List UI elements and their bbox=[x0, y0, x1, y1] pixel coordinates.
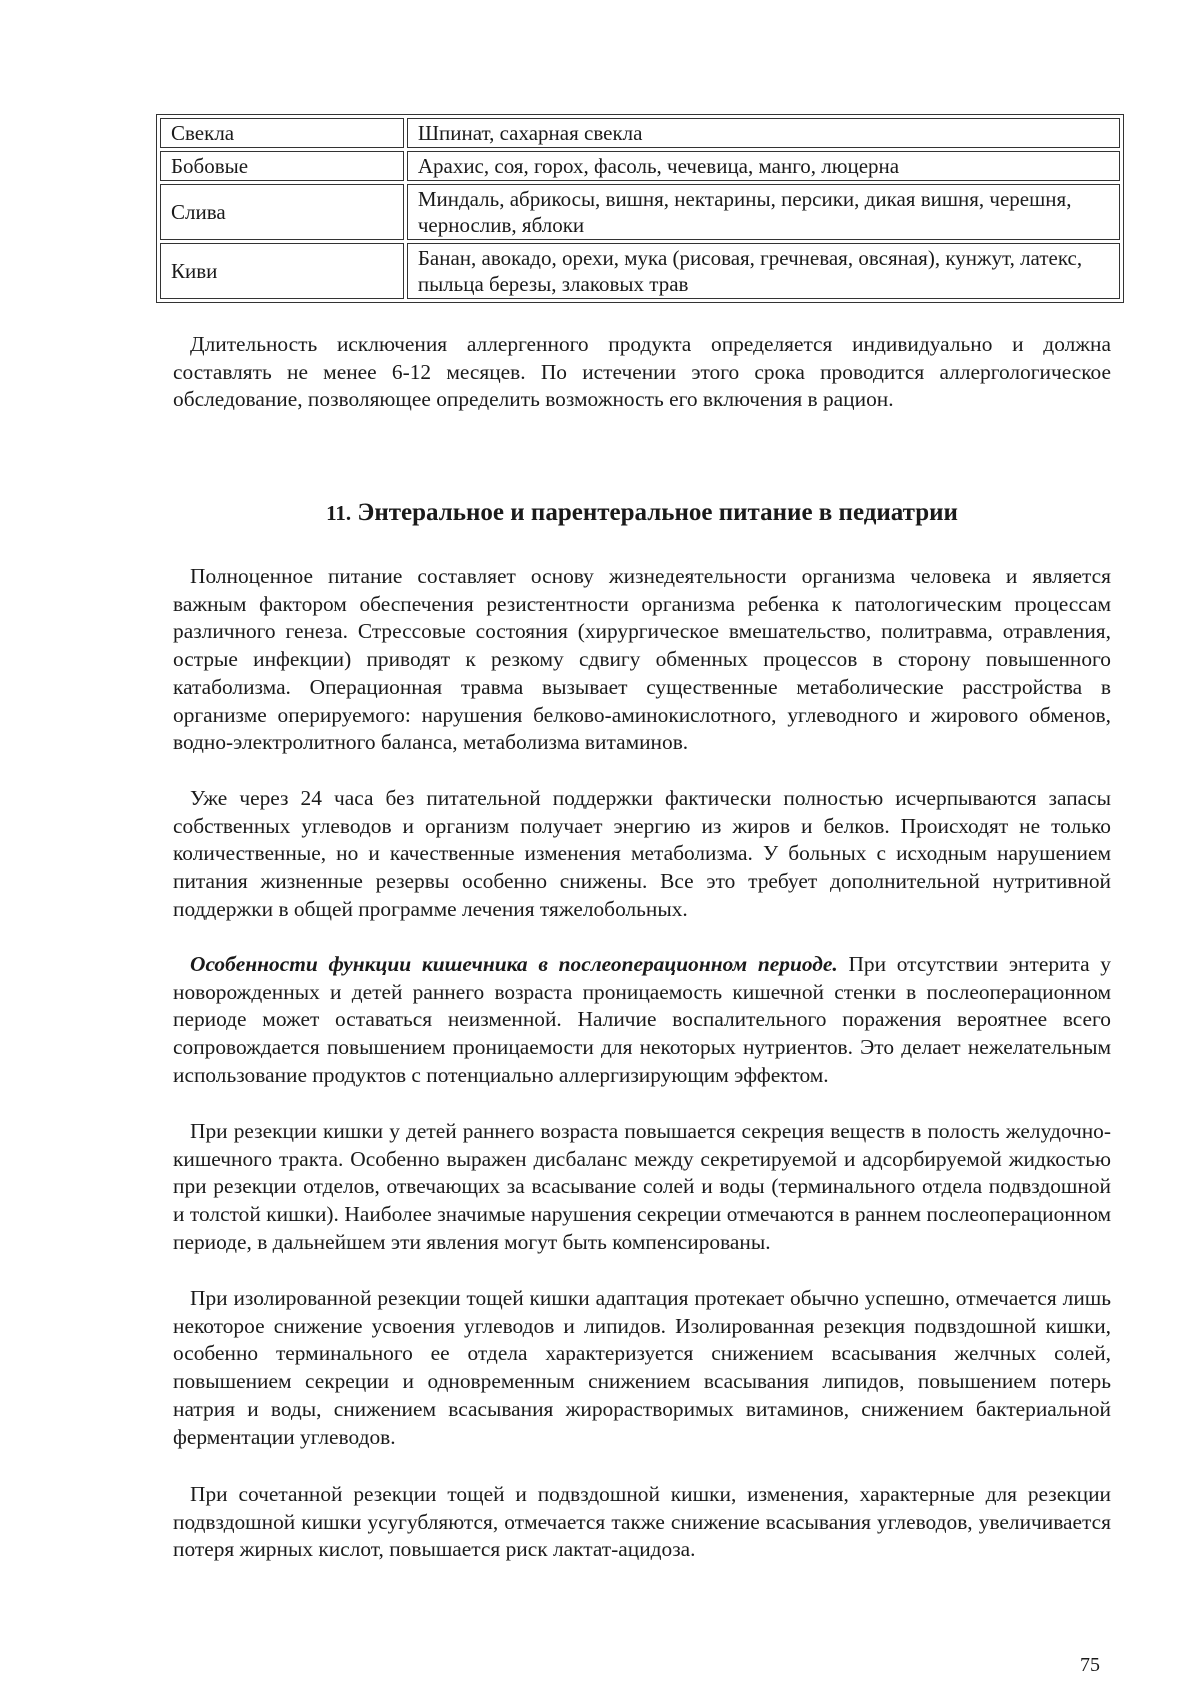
body-paragraph: Полноценное питание составляет основу жизнедеятельности организма человека и является важным фактором обеспечения резистентности организма ребенка к патологическим процессам различного генеза. Стрессовые состояния (хирургическое вмешательство, политравма, отравления, острые инфекции) приводят к резкому сдвигу обменных процессов в сторону повышенного катаболизма. Операционная травма вызывает существенные метаболические расстройства в организме оперируемого: нарушения белково-аминокислотного, углеводного и жирового обменов, водно-электролитного баланса, метаболизма витаминов. bbox=[173, 564, 1111, 755]
table-cell-label: Бобовые bbox=[160, 151, 404, 181]
table-cell-value: Миндаль, абрикосы, вишня, нектарины, персики, дикая вишня, черешня, чернослив, яблоки bbox=[407, 184, 1120, 240]
body-paragraph: При изолированной резекции тощей кишки адаптация протекает обычно успешно, отмечается лишь некоторое снижение усвоения углеводов и липидов. Изолированная резекция подвздошной кишки, особенно терминального ее отдела характеризуется снижением всасывания желчных солей, повышением секреции и одновременным снижением всасывания липидов, повышением потерь натрия и воды, снижением всасывания жирорастворимых витаминов, снижением бактериальной ферментации углеводов. bbox=[173, 1286, 1111, 1449]
intro-paragraph: Длительность исключения аллергенного продукта определяется индивидуально и должна составлять не менее 6-12 месяцев. По истечении этого срока проводится аллергологическое обследование, позволяющее определить возможность его включения в рацион. bbox=[173, 332, 1111, 412]
paragraph-text: При отсутствии энтерита у новорожденных и детей раннего возраста проницаемость кишечной стенки в послеоперационном периоде может оставаться неизменной. Наличие воспалительного поражения вероятнее всего сопровождается повышением проницаемости для некоторых нутриентов. Это делает нежелательным использование продуктов с потенциально аллергизирующим эффектом. bbox=[173, 952, 1111, 1087]
section-number: 11. bbox=[326, 501, 352, 525]
table-row bbox=[160, 118, 1120, 148]
section-heading bbox=[173, 499, 1111, 527]
body-paragraph: При сочетанной резекции тощей и подвздошной кишки, изменения, характерные для резекции подвздошной кишки усугубляются, отмечается также снижение всасывания углеводов, увеличивается потеря жирных кислот, повышается риск лактат-ацидоза. bbox=[173, 1482, 1111, 1562]
table-cell-value: Арахис, соя, горох, фасоль, чечевица, манго, люцерна bbox=[407, 151, 1120, 181]
table-row bbox=[160, 151, 1120, 181]
table-row bbox=[160, 243, 1120, 299]
table-cell-label: Слива bbox=[160, 184, 404, 240]
table-cell-label: Свекла bbox=[160, 118, 404, 148]
page-number: 75 bbox=[1080, 1654, 1100, 1676]
allergen-table bbox=[156, 114, 1124, 303]
table-cell-value: Банан, авокадо, орехи, мука (рисовая, гречневая, овсяная), кунжут, латекс, пыльца березы, злаковых трав bbox=[407, 243, 1120, 299]
paragraph-lead: Особенности функции кишечника в послеоперационном периоде. bbox=[190, 952, 838, 976]
body-paragraph: Уже через 24 часа без питательной поддержки фактически полностью исчерпываются запасы собственных углеводов и организм получает энергию из жиров и белков. Происходят не только количественные, но и качественные изменения метаболизма. У больных с исходным нарушением питания жизненные резервы особенно снижены. Все это требует дополнительной нутритивной поддержки в общей программе лечения тяжелобольных. bbox=[173, 786, 1111, 921]
table-row bbox=[160, 184, 1120, 240]
section-title: Энтеральное и парентеральное питание в педиатрии bbox=[357, 499, 958, 526]
table-cell-label: Киви bbox=[160, 243, 404, 299]
special-paragraph bbox=[173, 951, 1111, 1090]
body-paragraph: При резекции кишки у детей раннего возраста повышается секреция веществ в полость желудочно-кишечного тракта. Особенно выражен дисбаланс между секретируемой и адсорбируемой жидкостью при резекции отделов, отвечающих за всасывание солей и воды (терминального отдела подвздошной и толстой кишки). Наиболее значимые нарушения секреции отмечаются в раннем послеоперационном периоде, в дальнейшем эти явления могут быть компенсированы. bbox=[173, 1119, 1111, 1254]
table-cell-value: Шпинат, сахарная свекла bbox=[407, 118, 1120, 148]
